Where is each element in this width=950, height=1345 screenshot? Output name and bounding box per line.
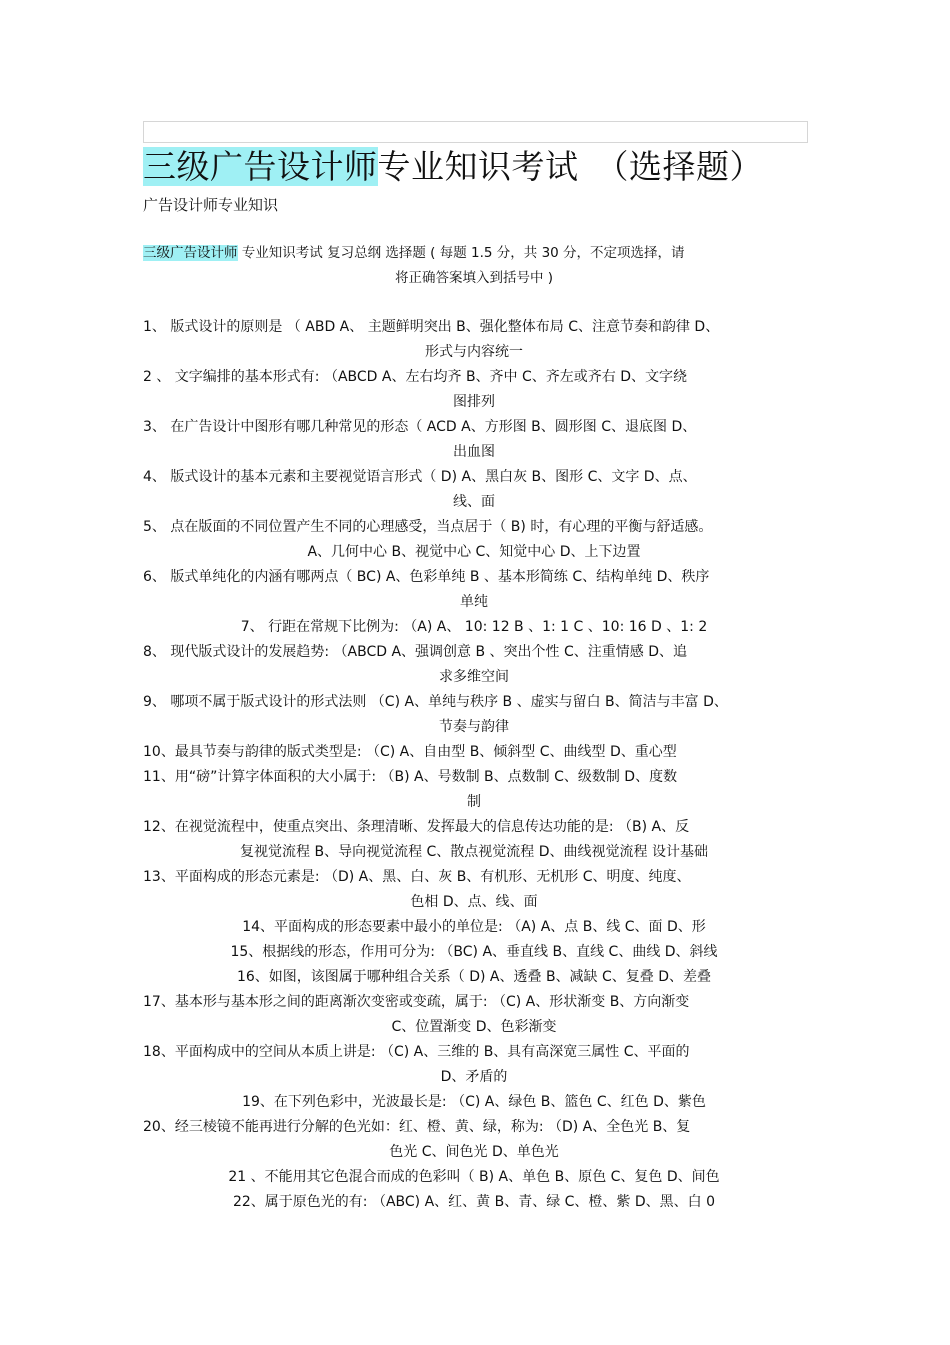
- question-item: [143, 815, 805, 865]
- question-item: [143, 1115, 805, 1165]
- question-line: 13、平面构成的形态元素是: （D) A、黑、白、灰 B、有机形、无机形 C、明度、纯度、: [143, 869, 691, 885]
- question-item: [143, 365, 805, 415]
- question-line: 制: [467, 794, 481, 810]
- question-item: [143, 865, 805, 915]
- top-frame-box: [143, 121, 808, 143]
- question-item: [143, 465, 805, 515]
- question-line: 18、平面构成中的空间从本质上讲是: （C) A、三维的 B、具有高深宽三属性 C、平面的: [143, 1044, 690, 1060]
- question-item: [143, 765, 805, 815]
- question-line: 复视觉流程 B、导向视觉流程 C、散点视觉流程 D、曲线视觉流程 设计基础: [240, 844, 708, 860]
- subtitle: 广告设计师专业知识: [143, 196, 279, 214]
- question-line: 5、 点在版面的不同位置产生不同的心理感受，当点居于（ B) 时，有心理的平衡与舒适感。: [143, 519, 713, 535]
- question-line: 21 、不能用其它色混合而成的色彩叫（ B) A、单色 B、原色 C、复色 D、间色: [228, 1169, 720, 1185]
- question-line: 12、在视觉流程中，使重点突出、条理清晰、发挥最大的信息传达功能的是: （B) A、反: [143, 819, 690, 835]
- question-item: [143, 740, 805, 765]
- question-line: 19、在下列色彩中，光波最长是: （C) A、绿色 B、篮色 C、红色 D、紫色: [242, 1094, 706, 1110]
- question-line: D、矛盾的: [440, 1069, 508, 1085]
- question-line: 2 、 文字编排的基本形式有: （ABCD A、左右均齐 B、齐中 C、齐左或齐右 D、文字绕: [143, 369, 688, 385]
- question-item: [143, 1090, 805, 1115]
- question-line: 17、基本形与基本形之间的距离渐次变密或变疏，属于: （C) A、形状渐变 B、方向渐变: [143, 994, 690, 1010]
- question-item: [143, 1190, 805, 1215]
- question-line: 单纯: [460, 594, 488, 610]
- question-line: 图排列: [453, 394, 495, 410]
- question-line: 6、 版式单纯化的内涵有哪两点（ BC) A、色彩单纯 B 、基本形简练 C、结构单纯 D、秩序: [143, 569, 710, 585]
- question-line: 16、如图，该图属于哪种组合关系（ D) A、透叠 B、减缺 C、复叠 D、差叠: [236, 969, 712, 985]
- question-line: 8、 现代版式设计的发展趋势: （ABCD A、强调创意 B 、突出个性 C、注重情感 D、追: [143, 644, 688, 660]
- question-line: 7、 行距在常规下比例为: （A) A、 10: 12 B 、1: 1 C 、10: 16 D 、1: 2: [240, 619, 708, 635]
- question-item: [143, 515, 805, 565]
- question-line: 22、属于原色光的有: （ABC) A、红、黄 B、青、绿 C、橙、紫 D、黑、白 0: [232, 1194, 716, 1210]
- question-list: [143, 315, 805, 1215]
- page-title: [143, 142, 823, 192]
- question-line: A、几何中心 B、视觉中心 C、知觉中心 D、上下边置: [307, 544, 641, 560]
- question-line: 线、面: [453, 494, 495, 510]
- question-item: [143, 940, 805, 965]
- question-line: 出血图: [453, 444, 495, 460]
- title-rest: 专业知识考试 （选择题）: [377, 147, 763, 186]
- question-item: [143, 1165, 805, 1190]
- question-item: [143, 615, 805, 640]
- question-item: [143, 965, 805, 990]
- question-item: [143, 690, 805, 740]
- question-line: 9、 哪项不属于版式设计的形式法则 （C) A、单纯与秩序 B 、虚实与留白 B、简洁与丰富 D、: [143, 694, 728, 710]
- intro-paragraph: [143, 241, 805, 291]
- question-item: [143, 990, 805, 1040]
- intro-highlight: 三级广告设计师: [143, 245, 238, 261]
- question-line: 色相 D、点、线、面: [410, 894, 538, 910]
- question-item: [143, 640, 805, 690]
- question-item: [143, 415, 805, 465]
- question-line: 3、 在广告设计中图形有哪几种常见的形态（ ACD A、方形图 B、圆形图 C、退底图 D、: [143, 419, 697, 435]
- question-item: [143, 1040, 805, 1090]
- question-line: 节奏与韵律: [439, 719, 509, 735]
- question-line: 色光 C、间色光 D、单色光: [389, 1144, 559, 1160]
- question-line: 求多维空间: [439, 669, 509, 685]
- question-line: 15、根据线的形态，作用可分为: （BC) A、垂直线 B、直线 C、曲线 D、斜线: [230, 944, 718, 960]
- question-line: 形式与内容统一: [425, 344, 523, 360]
- question-item: [143, 565, 805, 615]
- question-line: 1、 版式设计的原则是 （ ABD A、 主题鲜明突出 B、强化整体布局 C、注意节奏和韵律 D、: [143, 319, 720, 335]
- question-line: 10、最具节奏与韵律的版式类型是: （C) A、自由型 B、倾斜型 C、曲线型 D、重心型: [143, 744, 677, 760]
- question-line: 11、用“磅”计算字体面积的大小属于: （B) A、号数制 B、点数制 C、级数制 D、度数: [143, 769, 678, 785]
- question-item: [143, 315, 805, 365]
- question-line: 14、平面构成的形态要素中最小的单位是: （A) A、点 B、线 C、面 D、形: [242, 919, 706, 935]
- title-highlight: 三级广告设计师: [143, 147, 378, 186]
- question-line: 4、 版式设计的基本元素和主要视觉语言形式（ D) A、黑白灰 B、图形 C、文字 D、点、: [143, 469, 697, 485]
- question-item: [143, 915, 805, 940]
- question-line: 20、经三棱镜不能再进行分解的色光如：红、橙、黄、绿，称为: （D) A、全色光 B、复: [143, 1119, 691, 1135]
- question-line: C、位置渐变 D、色彩渐变: [391, 1019, 557, 1035]
- intro-line2: 将正确答案填入到括号中 ): [394, 270, 554, 286]
- intro-line1: 专业知识考试 复习总纲 选择题 ( 每题 1.5 分，共 30 分，不定项选择，请: [237, 245, 685, 261]
